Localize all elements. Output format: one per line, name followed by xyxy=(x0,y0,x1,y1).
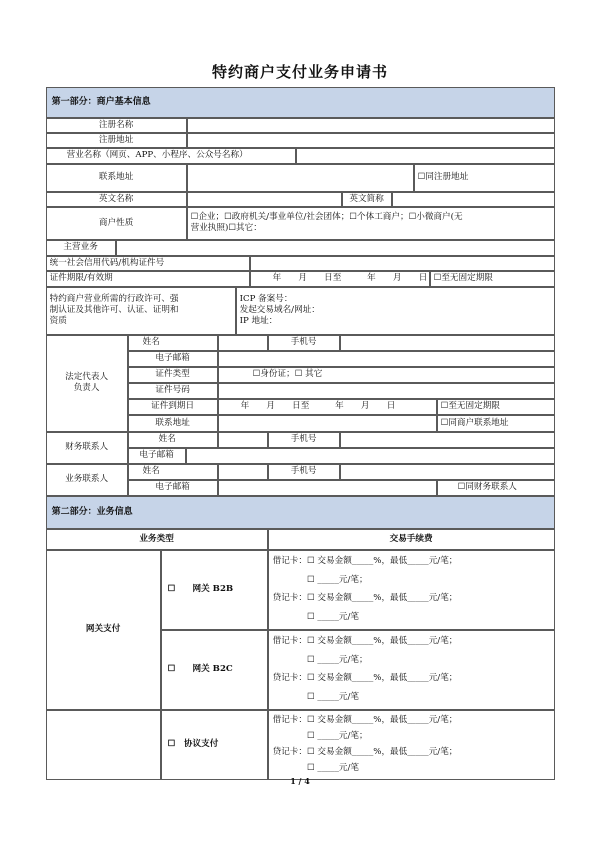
b2b-debit-fixed-line: ☐ _____元/笔； xyxy=(272,574,368,585)
license-label-line2: 制认证及其他许可、认证、证明和 xyxy=(49,305,179,316)
en-short-field[interactable] xyxy=(392,192,555,207)
en-short-label: 英文简称 xyxy=(342,192,392,207)
license-label xyxy=(46,287,236,335)
legal-id-expiry-dates[interactable]: 年 月 日至 年 月 日 xyxy=(218,399,437,415)
reg-name-field[interactable] xyxy=(187,118,555,133)
page-title: 特约商户支付业务申请书 xyxy=(211,63,388,81)
finance-name-field[interactable] xyxy=(218,432,268,448)
legal-rep-group-label xyxy=(46,335,128,432)
biz-contact-group-label: 业务联系人 xyxy=(46,464,128,496)
legal-name-field[interactable] xyxy=(218,335,268,351)
protocol-payment-left-cell xyxy=(46,710,161,780)
same-finance-contact-checkbox[interactable]: ☐同财务联系人 xyxy=(437,480,555,496)
gateway-b2c-fee[interactable] xyxy=(268,630,555,710)
ip-address-label: IP 地址： xyxy=(239,316,278,327)
b2b-debit-rate-line: 借记卡：☐ 交易金额_____%，最低_____元/笔； xyxy=(272,556,458,567)
biz-contact-name-field[interactable] xyxy=(218,464,268,480)
protocol-debit-fixed-line: ☐ _____元/笔； xyxy=(272,731,368,742)
legal-id-no-fixed-checkbox[interactable]: ☐至无固定期限 xyxy=(437,399,555,415)
finance-contact-group-label: 财务联系人 xyxy=(46,432,128,464)
gateway-b2c-checkbox[interactable]: ☐ 网关 B2C xyxy=(161,630,268,710)
legal-name-label: 姓名 xyxy=(128,335,218,351)
nature-options-line1: ☐企业；☐政府机关/事业单位/社会团体；☐个体工商户；☐小微商户(无 xyxy=(190,212,463,223)
legal-addr-field[interactable] xyxy=(218,415,437,432)
license-label-line1: 特约商户营业所需的行政许可、强 xyxy=(49,294,179,305)
nature-label: 商户性质 xyxy=(46,207,187,240)
finance-email-field[interactable] xyxy=(186,448,555,464)
en-name-field[interactable] xyxy=(187,192,342,207)
same-reg-addr-checkbox[interactable]: ☐同注册地址 xyxy=(414,164,555,192)
reg-addr-field[interactable] xyxy=(187,133,555,148)
legal-id-expiry-label: 证件到期日 xyxy=(128,399,218,415)
business-type-header: 业务类型 xyxy=(46,529,268,550)
icp-number-label: ICP 备案号： xyxy=(239,294,293,305)
legal-phone-field[interactable] xyxy=(340,335,555,351)
b2b-credit-fixed-line: ☐ _____元/笔 xyxy=(272,611,359,622)
transaction-fee-header: 交易手续费 xyxy=(268,529,555,550)
contact-addr-label: 联系地址 xyxy=(46,164,187,192)
gateway-b2b-checkbox[interactable]: ☐ 网关 B2B xyxy=(161,550,268,630)
credit-code-label: 统一社会信用代码/机构证件号 xyxy=(46,256,250,271)
legal-email-label: 电子邮箱 xyxy=(128,351,218,367)
biz-name-label: 营业名称（网页、APP、小程序、公众号名称） xyxy=(46,148,296,164)
protocol-credit-rate-line: 贷记卡：☐ 交易金额_____%，最低_____元/笔； xyxy=(272,747,458,758)
nature-options[interactable] xyxy=(187,207,555,240)
nature-options-line2: 营业执照)☐其它： xyxy=(190,223,262,234)
cert-valid-label: 证件期限/有效期 xyxy=(46,271,250,287)
legal-id-type-options[interactable]: ☐身份证；☐ 其它 xyxy=(218,367,555,383)
biz-contact-name-label: 姓名 xyxy=(128,464,218,480)
b2b-credit-rate-line: 贷记卡：☐ 交易金额_____%，最低_____元/笔； xyxy=(272,593,458,604)
application-form-table xyxy=(46,87,555,780)
legal-rep-group-line2: 负责人 xyxy=(73,383,100,394)
legal-addr-label: 联系地址 xyxy=(128,415,218,432)
icp-info-field[interactable] xyxy=(236,287,555,335)
section-header-basic-info: 第一部分：商户基本信息 xyxy=(46,87,555,118)
b2c-debit-fixed-line: ☐ _____元/笔； xyxy=(272,654,368,665)
gateway-payment-label: 网关支付 xyxy=(46,550,161,710)
section-header-business-info: 第二部分：业务信息 xyxy=(46,496,555,529)
main-biz-field[interactable] xyxy=(116,240,555,256)
legal-same-addr-checkbox[interactable]: ☐同商户联系地址 xyxy=(437,415,555,432)
biz-contact-phone-field[interactable] xyxy=(340,464,555,480)
main-biz-label: 主营业务 xyxy=(46,240,116,256)
finance-email-label: 电子邮箱 xyxy=(128,448,186,464)
reg-addr-label: 注册地址 xyxy=(46,133,187,148)
legal-phone-label: 手机号 xyxy=(268,335,340,351)
biz-name-field[interactable] xyxy=(296,148,555,164)
reg-name-label: 注册名称 xyxy=(46,118,187,133)
en-name-label: 英文名称 xyxy=(46,192,187,207)
gateway-b2b-fee[interactable] xyxy=(268,550,555,630)
protocol-credit-fixed-line: ☐ _____元/笔 xyxy=(272,763,359,774)
protocol-payment-checkbox[interactable]: ☐ 协议支付 xyxy=(161,710,268,780)
legal-id-type-label: 证件类型 xyxy=(128,367,218,383)
contact-addr-field[interactable] xyxy=(187,164,414,192)
legal-rep-group-line1: 法定代表人 xyxy=(65,372,109,383)
page-number: 1 / 4 xyxy=(290,776,310,786)
legal-id-number-label: 证件号码 xyxy=(128,383,218,399)
b2c-credit-fixed-line: ☐ _____元/笔 xyxy=(272,691,359,702)
finance-phone-label: 手机号 xyxy=(268,432,340,448)
biz-contact-phone-label: 手机号 xyxy=(268,464,340,480)
legal-id-number-field[interactable] xyxy=(218,383,555,399)
biz-contact-email-label: 电子邮箱 xyxy=(128,480,218,496)
cert-valid-dates[interactable]: 年 月 日至 年 月 日 xyxy=(250,271,430,287)
finance-name-label: 姓名 xyxy=(128,432,218,448)
protocol-payment-fee[interactable] xyxy=(268,710,555,780)
b2c-debit-rate-line: 借记卡：☐ 交易金额_____%，最低_____元/笔； xyxy=(272,636,458,647)
finance-phone-field[interactable] xyxy=(340,432,555,448)
b2c-credit-rate-line: 贷记卡：☐ 交易金额_____%，最低_____元/笔； xyxy=(272,673,458,684)
license-label-line3: 资质 xyxy=(49,316,67,327)
protocol-debit-rate-line: 借记卡：☐ 交易金额_____%，最低_____元/笔； xyxy=(272,715,458,726)
cert-no-fixed-checkbox[interactable]: ☐至无固定期限 xyxy=(430,271,555,287)
biz-contact-email-field[interactable] xyxy=(218,480,437,496)
legal-email-field[interactable] xyxy=(218,351,555,367)
credit-code-field[interactable] xyxy=(250,256,555,271)
trade-domain-label: 发起交易域名/网址： xyxy=(239,305,320,316)
